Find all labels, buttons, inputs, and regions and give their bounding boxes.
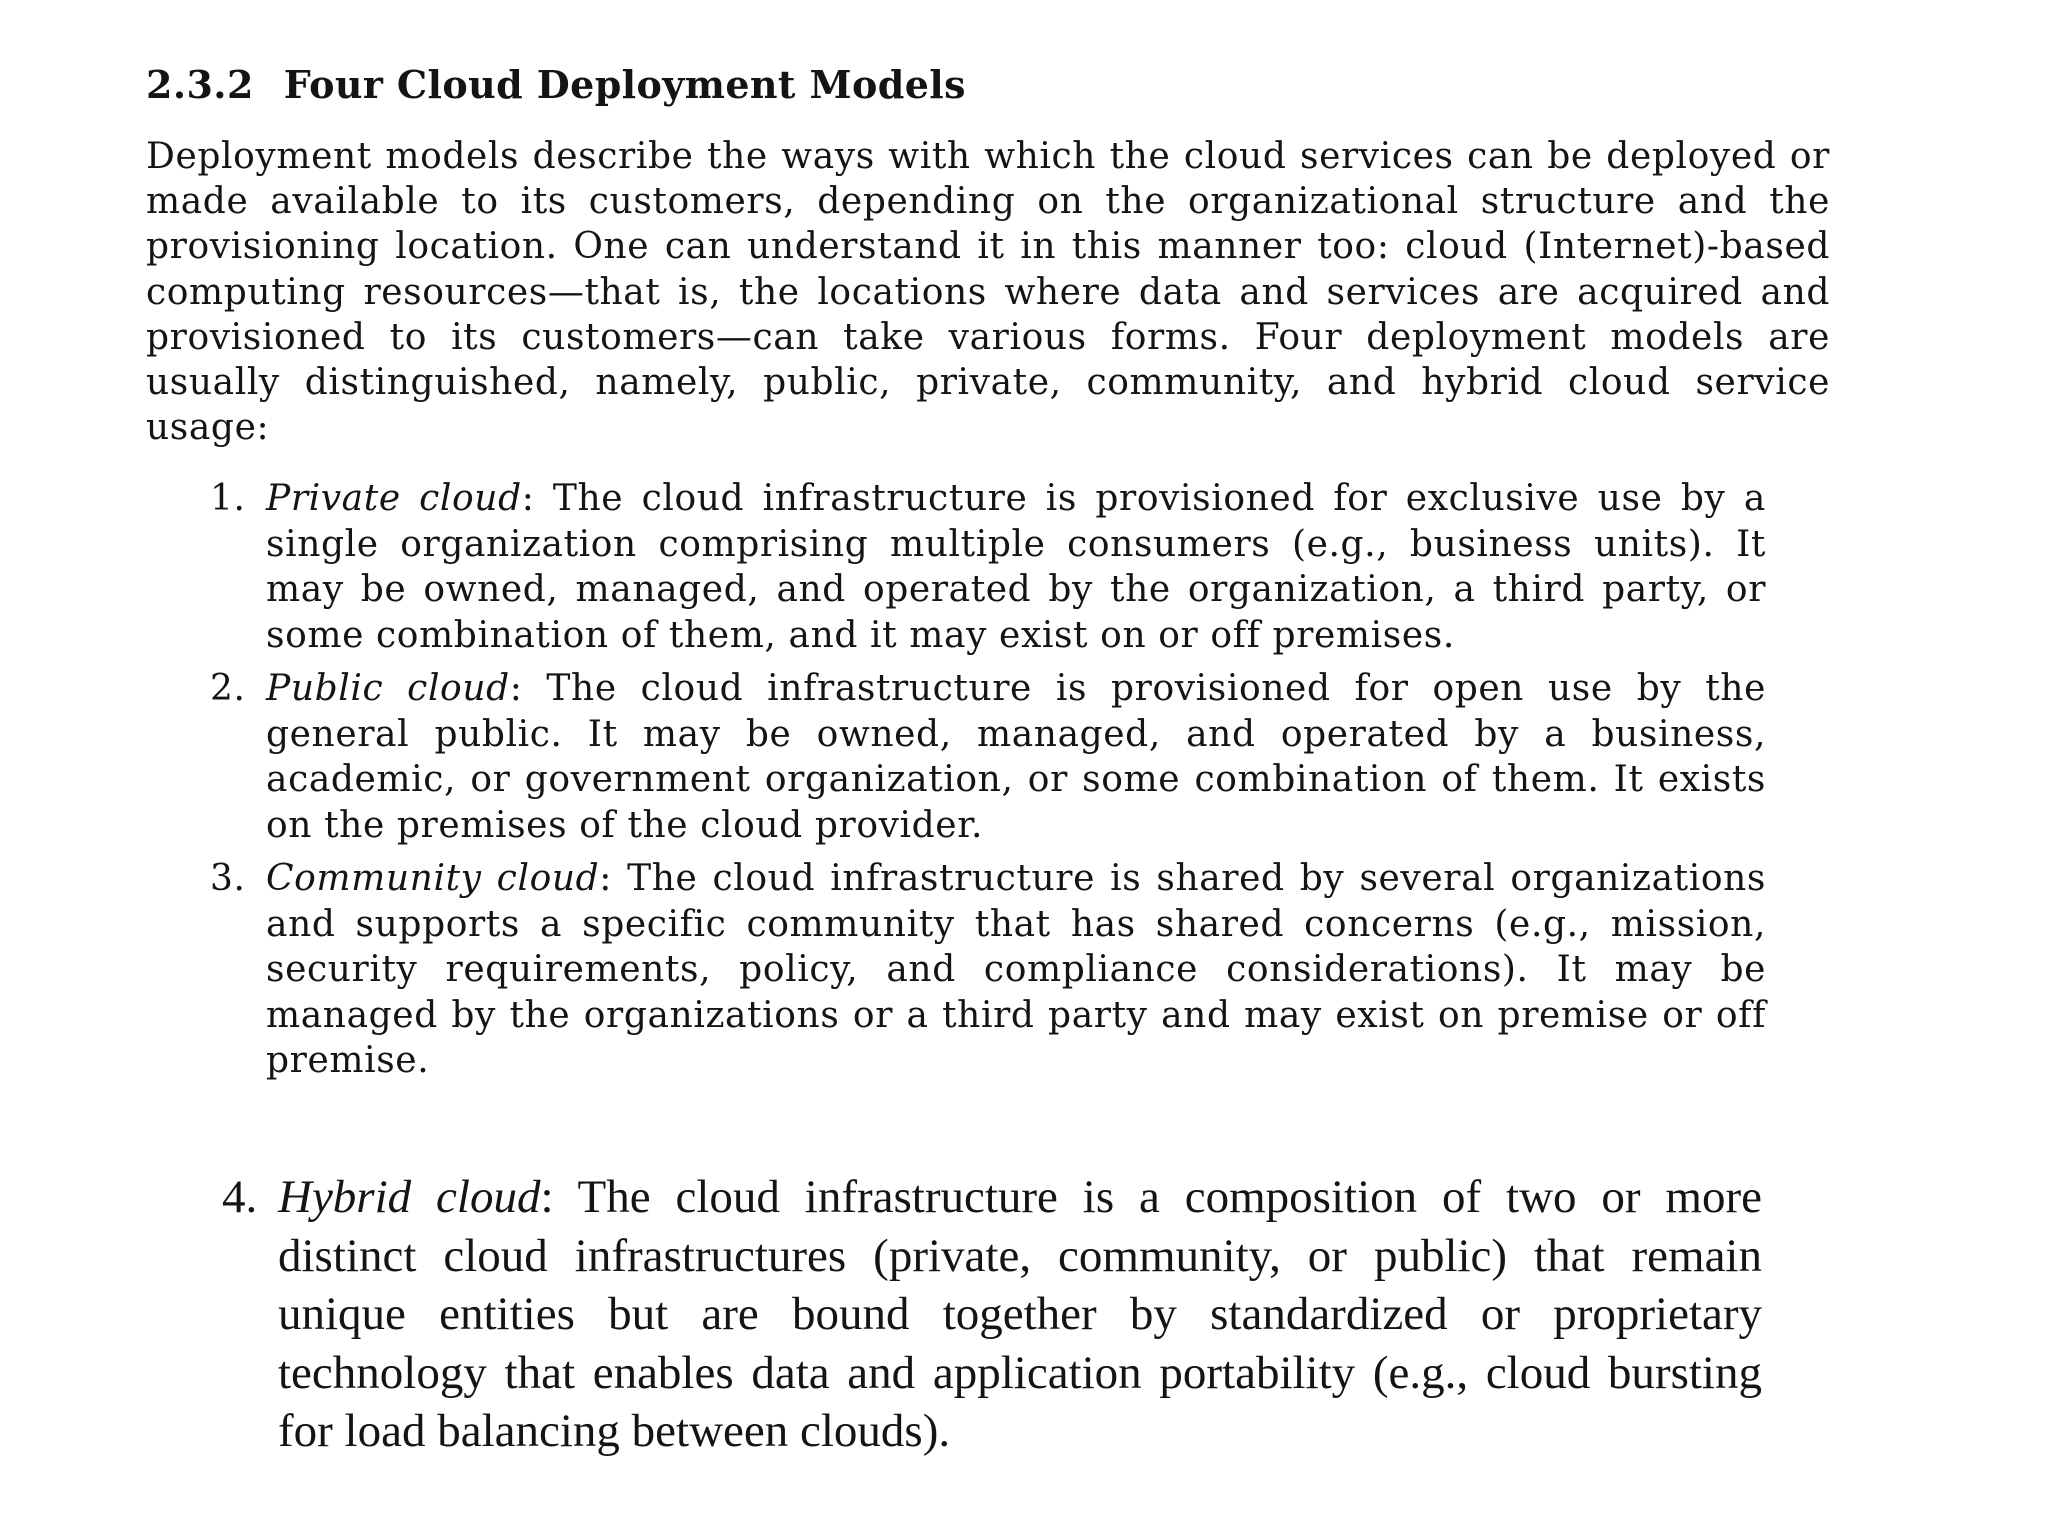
item-text: : The cloud infrastructure is provisioned for exclusive use by a single organization comprising multiple consumers (e.g., business units). It may be owned, managed, and operated by the organization, a third party, or some combination of them, and it may exist on or off premises. (266, 478, 1766, 656)
list-item-hybrid-cloud (222, 1168, 1762, 1461)
item-number: 1. (210, 478, 246, 519)
item-text: : The cloud infrastructure is a composition of two or more distinct cloud infrastructures (private, community, or public) that remain unique entities but are bound together by standardized or proprietary technology that enables data and application portability (e.g., cloud bursting for load balancing between clouds). (278, 1171, 1762, 1458)
list-item-public-cloud (210, 666, 1766, 848)
intro-paragraph: Deployment models describe the ways with which the cloud services can be deployed or made available to its customers, depending on the organizational structure and the provisioning location. One can understand it in this manner too: cloud (Internet)-based computing resources—that is, the locations where data and services are acquired and provisioned to its customers—can take various forms. Four deployment models are usually distinguished, namely, public, private, community, and hybrid cloud service usage: (146, 136, 1830, 449)
item-term: Hybrid cloud (278, 1171, 541, 1223)
item-term: Public cloud (266, 668, 510, 709)
item-term: Private cloud (266, 478, 522, 519)
list-item-community-cloud (210, 856, 1766, 1081)
item-text: : The cloud infrastructure is shared by several organizations and supports a specific community that has shared concerns (e.g., mission, security requirements, policy, and compliance considerations). It may be managed by the organizations or a third party and may exist on premise or off premise. (266, 858, 1766, 1081)
section-number: 2.3.2 (146, 62, 254, 107)
deployment-models-list (210, 476, 1766, 1081)
list-item-private-cloud (210, 476, 1766, 658)
item-term: Community cloud (266, 858, 600, 899)
item-number: 2. (210, 668, 246, 709)
section-heading (146, 58, 966, 112)
deployment-models-list-continued (222, 1168, 1762, 1469)
item-text: : The cloud infrastructure is provisioned for open use by the general public. It may be owned, managed, and operated by a business, academic, or government organization, or some combination of them. It exists on the premises of the cloud provider. (266, 668, 1766, 846)
item-number: 3. (210, 858, 246, 899)
item-number: 4. (222, 1171, 258, 1223)
section-title: Four Cloud Deployment Models (283, 62, 966, 107)
